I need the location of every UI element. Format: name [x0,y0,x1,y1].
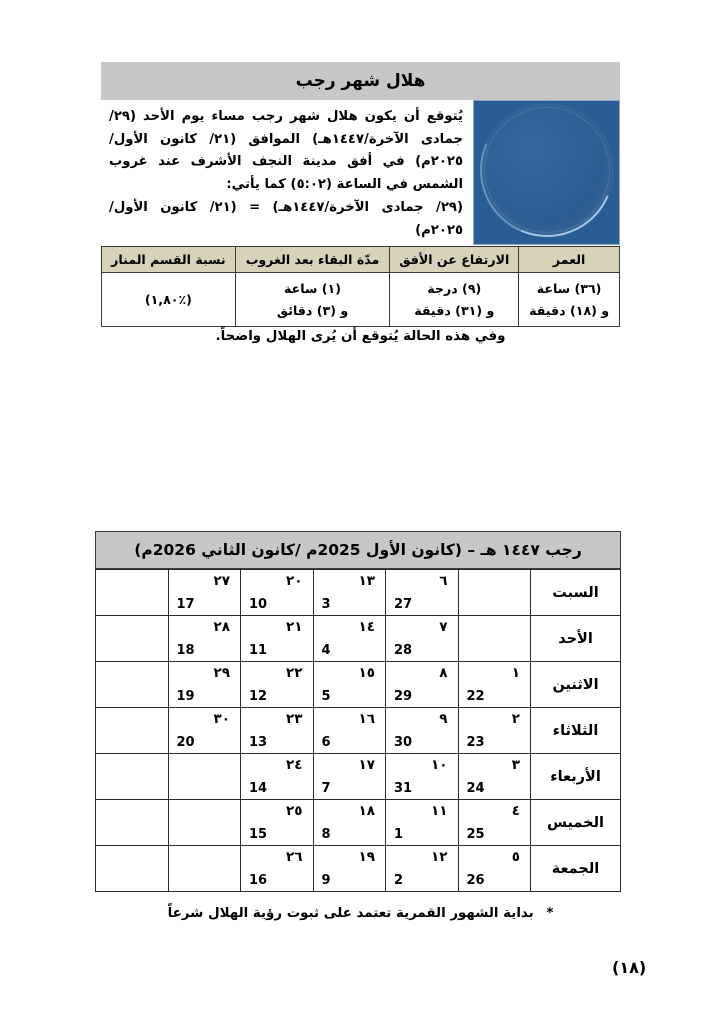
calendar-day-cell[interactable] [313,570,386,616]
hijri-day-number: ١٣ [358,573,375,589]
calendar-day-name: الجمعة [531,846,621,892]
calendar-day-cell[interactable] [458,662,531,708]
table-row [102,273,620,327]
calendar-day-cell[interactable] [386,570,459,616]
column-header-duration: مدّة البقاء بعد الغروب [235,247,390,273]
footnote-marker: * [546,906,554,921]
hijri-day-number: ١٧ [358,757,375,773]
footnote-text: بداية الشهور القمرية تعتمد على ثبوت رؤية الهلال شرعاً [167,906,534,921]
gregorian-day-number: 31 [394,781,413,796]
calendar-day-cell[interactable] [386,846,459,892]
calendar-row [96,754,621,800]
calendar-day-cell[interactable] [168,616,241,662]
gregorian-day-number: 16 [249,873,268,888]
hijri-day-number: ٧ [439,619,448,635]
hijri-day-number: ٤ [511,803,520,819]
cell-duration [235,273,390,327]
calendar-empty-cell [96,800,169,846]
gregorian-day-number: 9 [321,873,331,888]
calendar-day-name: الاثنين [531,662,621,708]
hijri-day-number: ١٦ [358,711,375,727]
calendar-body [96,570,621,892]
gregorian-day-number: 13 [249,735,268,750]
gregorian-day-number: 14 [249,781,268,796]
gregorian-day-number: 28 [394,643,413,658]
hijri-day-number: ٦ [439,573,448,589]
calendar-day-cell[interactable] [386,800,459,846]
gregorian-day-number: 3 [321,597,331,612]
hijri-day-number: ٢٦ [286,849,303,865]
visibility-note: وفي هذه الحالة يُتوقع أن يُرى الهلال واضحاً. [215,329,506,344]
hijri-day-number: ١٩ [358,849,375,865]
page-number: (١٨) [612,958,647,977]
calendar-row [96,800,621,846]
calendar-row [96,570,621,616]
gregorian-day-number: 18 [176,643,195,658]
calendar-empty-cell [96,662,169,708]
gregorian-day-number: 26 [466,873,485,888]
hijri-day-number: ١٨ [358,803,375,819]
gregorian-day-number: 4 [321,643,331,658]
calendar-empty-cell [96,754,169,800]
column-header-age: العمر [519,247,620,273]
calendar-day-name: الأربعاء [531,754,621,800]
calendar-empty-cell [168,846,241,892]
cell-duration-line2: و (٣) دقائق [276,302,349,318]
calendar-day-name: الأحد [531,616,621,662]
hijri-day-number: ١٤ [358,619,375,635]
hijri-day-number: ٢١ [286,619,303,635]
column-header-illum: نسبة القسم المنار [102,247,236,273]
calendar-day-cell[interactable] [241,754,314,800]
calendar-day-cell[interactable] [458,708,531,754]
gregorian-day-number: 29 [394,689,413,704]
crescent-arc-icon [473,100,620,245]
calendar-day-cell[interactable] [241,570,314,616]
hijri-day-number: ٢٣ [286,711,303,727]
gregorian-day-number: 23 [466,735,485,750]
calendar-day-cell[interactable] [168,708,241,754]
calendar-row [96,662,621,708]
gregorian-day-number: 25 [466,827,485,842]
hilal-data-table [101,246,620,327]
calendar-day-name: الثلاثاء [531,708,621,754]
calendar-day-name: الخميس [531,800,621,846]
calendar-row [96,708,621,754]
calendar-day-cell[interactable] [241,708,314,754]
calendar-section [95,531,621,892]
hijri-day-number: ١٠ [431,757,448,773]
calendar-empty-cell [96,570,169,616]
hero-section [101,100,620,245]
hijri-day-number: ٢٥ [286,803,303,819]
calendar-day-cell[interactable] [458,846,531,892]
gregorian-day-number: 17 [176,597,195,612]
hijri-day-number: ٢٨ [213,619,230,635]
hijri-day-number: ١٢ [431,849,448,865]
calendar-day-cell[interactable] [313,616,386,662]
hijri-day-number: ١١ [431,803,448,819]
calendar-empty-cell [458,570,531,616]
hijri-day-number: ٩ [439,711,448,727]
calendar-day-cell[interactable] [386,616,459,662]
calendar-empty-cell [458,616,531,662]
cell-altitude-line2: و (٣١) دقيقة [414,302,495,318]
hijri-day-number: ٢٩ [213,665,230,681]
hijri-day-number: ٢ [511,711,520,727]
calendar-day-cell[interactable] [386,754,459,800]
calendar-day-cell[interactable] [313,708,386,754]
intro-paragraph-block [101,100,473,245]
hijri-day-number: ٢٢ [286,665,303,681]
gregorian-day-number: 5 [321,689,331,704]
section-title-bar [101,62,620,100]
calendar-empty-cell [96,616,169,662]
gregorian-day-number: 19 [176,689,195,704]
intro-paragraph: يُتوقع أن يكون هلال شهر رجب مساء يوم الأحد (٢٩/جمادى الآخرة/١٤٤٧هـ) الموافق (٢١/ كانون الأول/ ٢٠٢٥م) في أفق مدينة النجف الأشرف عند غروب الشمس في الساعة (٥:٠٢) كما يأتي: [109,109,463,193]
gregorian-day-number: 1 [394,827,404,842]
calendar-day-cell[interactable] [386,708,459,754]
calendar-row [96,846,621,892]
gregorian-day-number: 20 [176,735,195,750]
cell-altitude [390,273,519,327]
hijri-day-number: ٢٤ [286,757,303,773]
cell-illumination [102,273,236,327]
cell-age [519,273,620,327]
calendar-day-cell[interactable] [241,616,314,662]
column-header-altitude: الارتفاع عن الأفق [390,247,519,273]
cell-altitude-line1: (٩) درجة [427,280,482,296]
calendar-day-cell[interactable] [168,662,241,708]
gregorian-day-number: 10 [249,597,268,612]
gregorian-day-number: 24 [466,781,485,796]
calendar-day-cell[interactable] [241,662,314,708]
calendar-day-cell[interactable] [168,570,241,616]
calendar-day-cell[interactable] [313,662,386,708]
hijri-day-number: ٢٠ [286,573,303,589]
gregorian-day-number: 15 [249,827,268,842]
table-header-row [102,247,620,273]
calendar-day-cell[interactable] [241,800,314,846]
footnote [101,906,620,921]
gregorian-day-number: 7 [321,781,331,796]
calendar-day-cell[interactable] [313,754,386,800]
calendar-day-cell[interactable] [458,800,531,846]
gregorian-day-number: 2 [394,873,404,888]
calendar-empty-cell [168,800,241,846]
gregorian-day-number: 11 [249,643,268,658]
cell-age-line1: (٣٦) ساعة [536,280,602,296]
hijri-day-number: ٢٧ [213,573,230,589]
calendar-table [95,569,621,892]
hijri-day-number: ١٥ [358,665,375,681]
calendar-day-cell[interactable] [386,662,459,708]
calendar-empty-cell [168,754,241,800]
date-equation: (٢٩/ جمادى الآخرة/١٤٤٧هـ) = (٢١/ كانون الأول/٢٠٢٥م) [109,199,463,238]
hijri-day-number: ٣٠ [213,711,230,727]
gregorian-day-number: 6 [321,735,331,750]
calendar-row [96,616,621,662]
hijri-day-number: ٣ [511,757,520,773]
hijri-day-number: ٨ [439,665,448,681]
gregorian-day-number: 12 [249,689,268,704]
calendar-empty-cell [96,846,169,892]
cell-duration-line1: (١) ساعة [284,280,341,296]
hijri-day-number: ٥ [511,849,520,865]
gregorian-day-number: 27 [394,597,413,612]
calendar-title: رجب ١٤٤٧ هـ – (كانون الأول 2025م /كانون الثاني 2026م) [95,531,621,569]
gregorian-day-number: 8 [321,827,331,842]
calendar-empty-cell [96,708,169,754]
page-title: هلال شهر رجب [295,70,426,91]
calendar-day-cell[interactable] [241,846,314,892]
cell-illumination-value: (٪١,٨٠) [144,291,192,307]
calendar-day-cell[interactable] [313,846,386,892]
gregorian-day-number: 30 [394,735,413,750]
cell-age-line2: و (١٨) دقيقة [529,302,610,318]
gregorian-day-number: 22 [466,689,485,704]
calendar-day-cell[interactable] [313,800,386,846]
hijri-day-number: ١ [511,665,520,681]
calendar-day-cell[interactable] [458,754,531,800]
calendar-day-name: السبت [531,570,621,616]
crescent-moon-image [473,100,620,245]
